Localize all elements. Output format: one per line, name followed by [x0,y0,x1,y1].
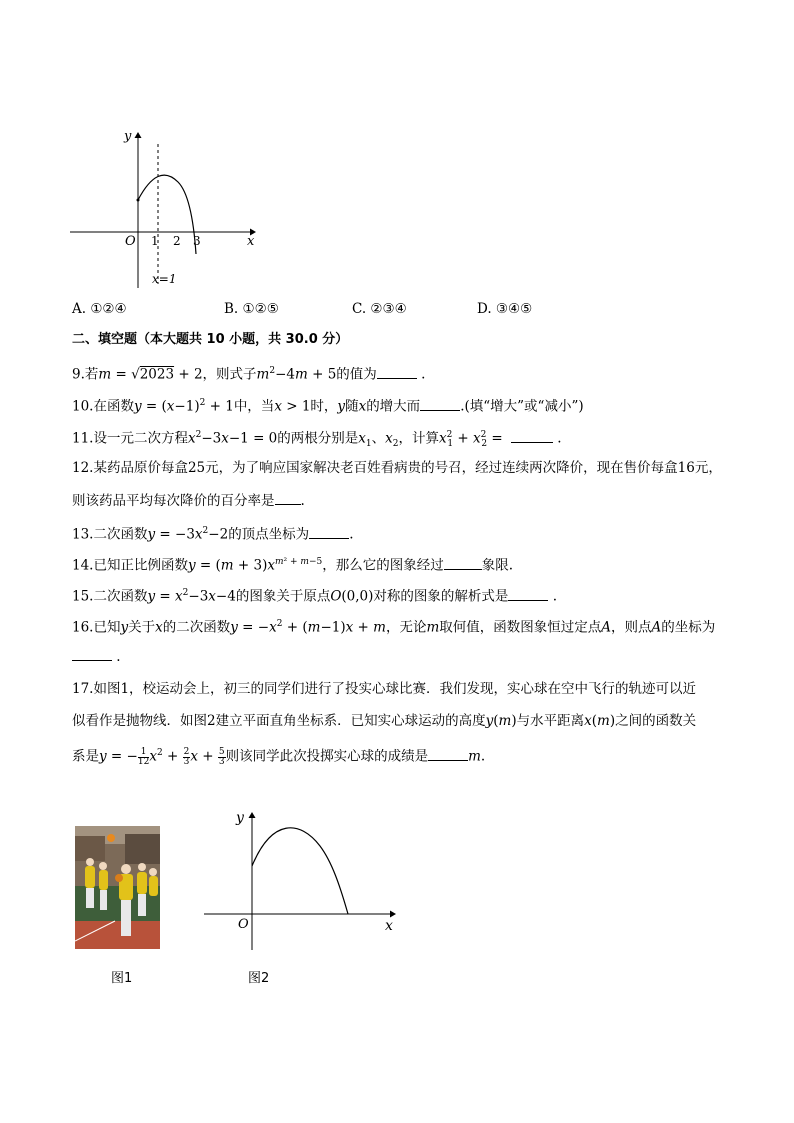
question-16: 16.已知y关于x的二次函数$y = -x^2 + (m-1)x + m$，无论m取何值，函数图象恒过定点A，则点A的坐标为 [72,619,716,636]
graph1-origin: O [125,234,136,249]
parabola-graph-2 [200,806,404,956]
question-12-line-1: 12.某药品原价每盒25元，为了响应国家解决老百姓看病贵的号召，经过连续两次降价，现在售价每盒16元， [72,460,722,476]
question-17-line-2: 似看作是抛物线．如图2建立平面直角坐标系．已知实心球运动的高度y(m)与水平距离x(m)之间的函数关 [72,713,697,729]
question-10: 10.在函数$y = (x-1)^2 + 1$中，当x > 1时，y随x的增大而 .(填“增大”或“减小”) [72,398,584,415]
question-13: 13.二次函数$y = -3x^2-2$的顶点坐标为 . [72,526,354,543]
option-b: B. ①②⑤ [224,301,279,317]
graph1-x-label: x [247,234,255,249]
question-14: 14.已知正比例函数$y = (m + 3)x^{m^2 + m-5}$，那么它的图象经过 象限. [72,557,514,574]
question-9: 9.若m = √2023 + 2，则式子$m^2-4m + 5$的值为 . [72,366,426,383]
question-15: 15.二次函数$y = x^2-3x-4$的图象关于原点O(0,0)对称的图象的解析式是 . [72,588,558,605]
section-heading: 二、填空题（本大题共 10 小题，共 30.0 分） [72,332,349,347]
question-17-line-3: 系是y = − $\frac{1}{12}$ $x^2$ + $\frac{2}{3}$ x + $\frac{5}{3}$ 则该同学此次投掷实心球的成绩是 m. [72,746,486,767]
shot-put-photo [75,826,160,949]
graph1-dashed-label: x=1 [152,272,177,286]
parabola-graph-1 [64,124,264,292]
question-16-blank: . [72,647,121,666]
question-17-line-1: 17.如图1，校运动会上，初三的同学们进行了投实心球比赛．我们发现，实心球在空中飞行的轨迹可以近 [72,681,697,697]
graph2-y-label: y [236,810,244,826]
graph2-origin: O [238,917,249,932]
figure-2-caption: 图2 [248,971,270,986]
graph1-tick-2: 2 [173,234,181,248]
graph1-y-label: y [124,129,132,144]
graph1-tick-1: 1 [151,234,159,248]
option-c: C. ②③④ [352,301,407,317]
option-d: D. ③④⑤ [477,301,533,317]
question-12-line-2: 则该药品平均每次降价的百分率是 . [72,493,305,509]
graph2-x-label: x [385,918,393,934]
figure-1-caption: 图1 [111,971,133,986]
graph1-tick-3: 3 [193,234,201,248]
question-11: 11.设一元二次方程$x^2-3x-1 = 0$的两根分别是$x_1$、$x_2$，计算$x^2_1 + x^2_2$ = . [72,430,562,450]
option-a: A. ①②④ [72,301,127,317]
